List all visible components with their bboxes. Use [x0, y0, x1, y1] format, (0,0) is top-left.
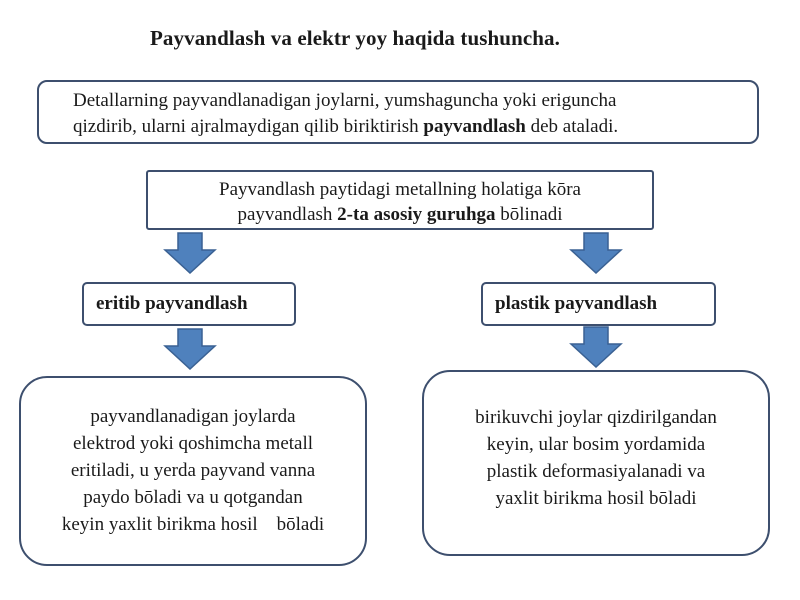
description-line: birikuvchi joylar qizdirilgandan: [475, 407, 717, 428]
definition-text: qizdirib, ularni ajralmaydigan qilib biriktirish: [73, 116, 424, 137]
description-plastic-welding: [422, 370, 770, 556]
groups-line-1: Payvandlash paytidagi metallning holatiga kōra: [219, 179, 581, 200]
groups-line-2: [148, 202, 652, 227]
description-line: yaxlit birikma hosil bōladi: [495, 488, 697, 509]
groups-text-end: bōlinadi: [495, 204, 563, 225]
description-line: keyin, ular bosim yordamida: [486, 434, 706, 455]
description-line: paydo bōladi va u qotgandan: [83, 487, 303, 508]
arrow-down-left-2: [163, 328, 217, 370]
page-title: Payvandlash va elektr yoy haqida tushuncha.: [149, 26, 561, 50]
label-fusion-welding: eritib payvandlash: [82, 282, 296, 326]
arrow-down-left-1: [163, 232, 217, 274]
definition-term: payvandlash: [423, 116, 526, 137]
groups-text: payvandlash: [237, 204, 338, 225]
groups-box: [146, 170, 654, 230]
arrow-down-right-1: [569, 232, 623, 274]
description-line: plastik deformasiyalanadi va: [486, 461, 706, 482]
description-line: eritiladi, u yerda payvand vanna: [70, 460, 316, 481]
label-plastic-welding: plastik payvandlash: [481, 282, 716, 326]
description-fusion-welding: [19, 376, 367, 566]
definition-box: [37, 80, 759, 144]
definition-line-1: Detallarning payvandlanadigan joylarni, yumshaguncha yoki eriguncha: [73, 90, 617, 111]
arrow-down-right-2: [569, 326, 623, 368]
description-line: elektrod yoki qoshimcha metall: [72, 433, 314, 454]
groups-emphasis: 2-ta asosiy guruhga: [337, 204, 496, 225]
description-line: payvandlanadigan joylarda: [90, 406, 296, 427]
definition-line-2: [73, 114, 729, 140]
description-line: keyin yaxlit birikma hosil bōladi: [61, 514, 325, 535]
definition-text-end: deb ataladi.: [525, 116, 619, 137]
